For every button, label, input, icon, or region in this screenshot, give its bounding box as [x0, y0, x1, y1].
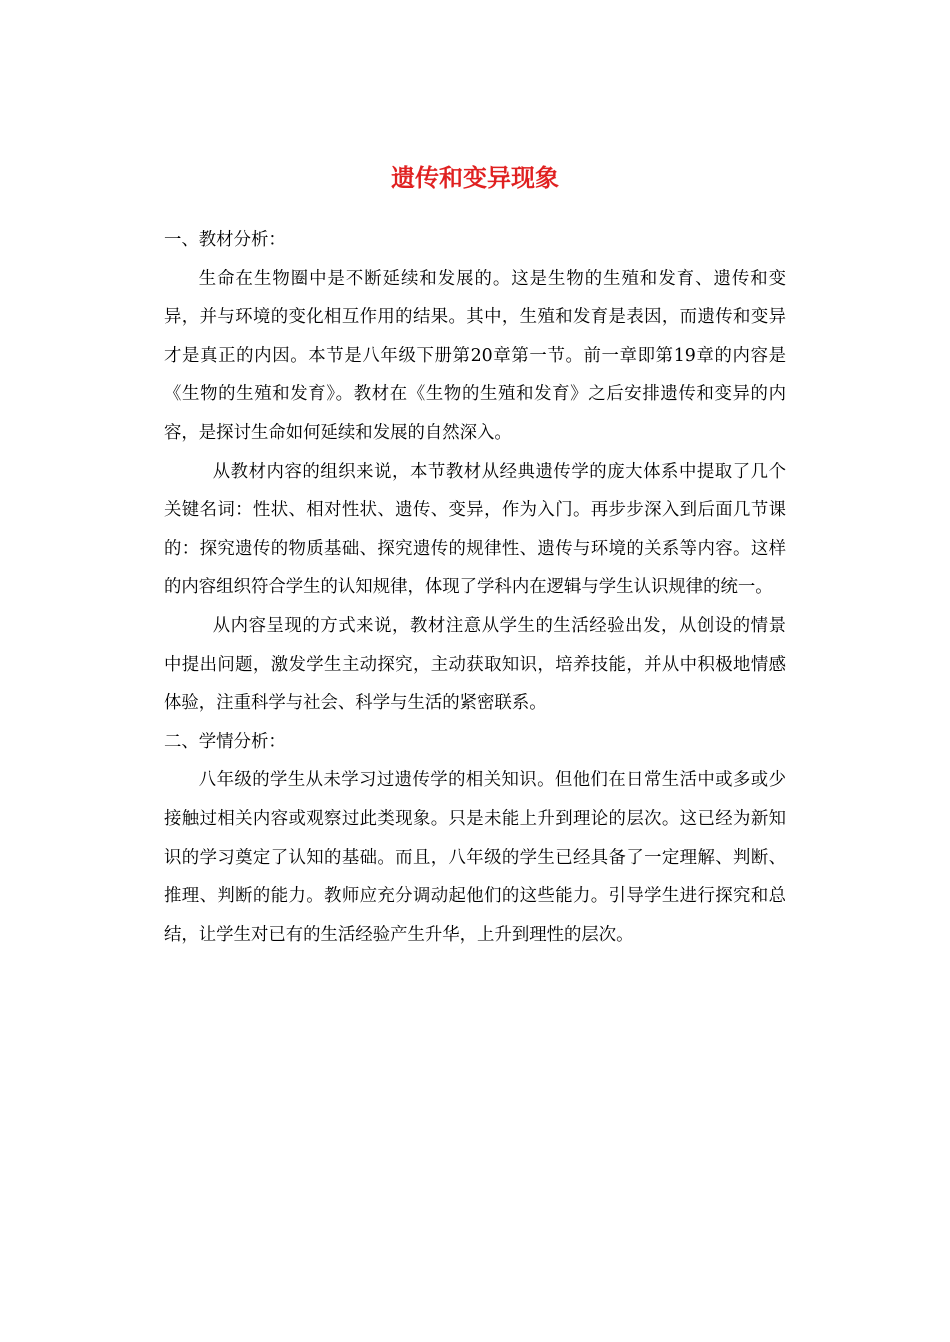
paragraph-students-1: 八年级的学生从未学习过遗传学的相关知识。但他们在日常生活中或多或少接触过相关内容或观察过此类现象。只是未能上升到理论的层次。这已经为新知识的学习奠定了认知的基础。而且，八年级的学生已经具备了一定理解、判断、推理、判断的能力。教师应充分调动起他们的这些能力。引导学生进行探究和总结，让学生对已有的生活经验产生升华，上升到理性的层次。 [164, 770, 786, 945]
paragraph-materials-1: 生命在生物圈中是不断延续和发展的。这是生物的生殖和发育、遗传和变异，并与环境的变化相互作用的结果。其中，生殖和发育是表因，而遗传和变异才是真正的内因。本节是八年级下册第20章第一节。前一章即第19章的内容是《生物的生殖和发育》。教材在《生物的生殖和发育》之后安排遗传和变异的内容，是探讨生命如何延续和发展的自然深入。 [164, 268, 786, 443]
section-heading-materials: 一、教材分析： [164, 230, 286, 250]
section-heading-students: 二、学情分析： [164, 731, 286, 752]
paragraph-materials-3: 从内容呈现的方式来说，教材注意从学生的生活经验出发，从创设的情景中提出问题，激发学生主动探究，主动获取知识，培养技能，并从中积极地情感体验，注重科学与社会、科学与生活的紧密联系。 [164, 615, 786, 714]
paragraph-materials-2: 从教材内容的组织来说，本节教材从经典遗传学的庞大体系中提取了几个关键名词：性状、相对性状、遗传、变异，作为入门。再步步深入到后面几节课的：探究遗传的物质基础、探究遗传的规律性、遗传与环境的关系等内容。这样的内容组织符合学生的认知规律，体现了学科内在逻辑与学生认识规律的统一。 [164, 461, 786, 598]
document-body [164, 221, 786, 954]
document-title: 遗传和变异现象 [391, 164, 559, 192]
